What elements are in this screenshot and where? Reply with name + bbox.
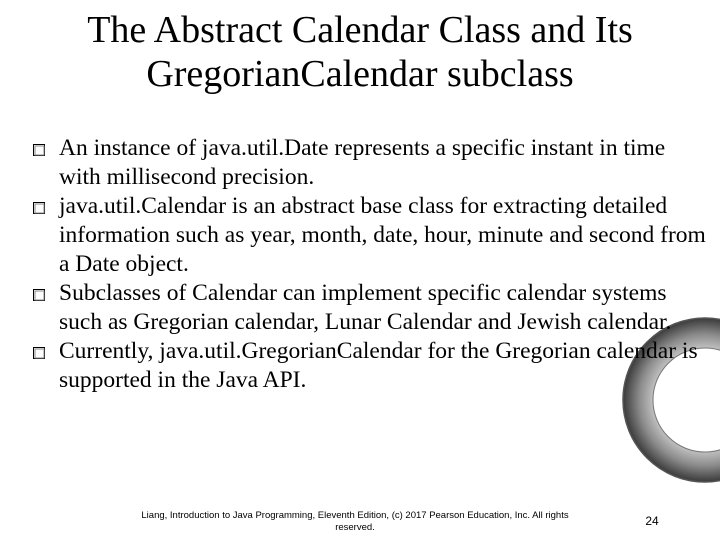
slide-title-line-1: The Abstract Calendar Class and Its [87, 9, 633, 51]
bullet-item [52, 134, 712, 192]
checkbox-square-icon [33, 289, 45, 301]
bullet-text: Currently, java.util.GregorianCalendar for the Gregorian calendar is supported in the Java API. [59, 338, 698, 393]
slide-title-line-2: GregorianCalendar subclass [146, 53, 574, 95]
bullet-text: java.util.Calendar is an abstract base class for extracting detailed information such as year, month, date, hour, minute and second from a Date object. [59, 193, 706, 277]
bullet-list [52, 134, 712, 395]
bullet-item [52, 337, 712, 395]
slide-footer: Liang, Introduction to Java Programming, Eleventh Edition, (c) 2017 Pearson Education, Inc. All rights reserved. [141, 510, 569, 533]
checkbox-square-icon [33, 144, 45, 156]
checkbox-square-icon [33, 202, 45, 214]
page-number: 24 [645, 514, 659, 528]
bullet-item [52, 192, 712, 279]
slide-title [0, 8, 720, 96]
bullet-text: An instance of java.util.Date represents a specific instant in time with millisecond precision. [59, 135, 666, 190]
bullet-text: Subclasses of Calendar can implement specific calendar systems such as Gregorian calendar, Lunar Calendar and Jewish calendar. [59, 280, 672, 335]
checkbox-square-icon [33, 347, 45, 359]
bullet-item [52, 279, 712, 337]
